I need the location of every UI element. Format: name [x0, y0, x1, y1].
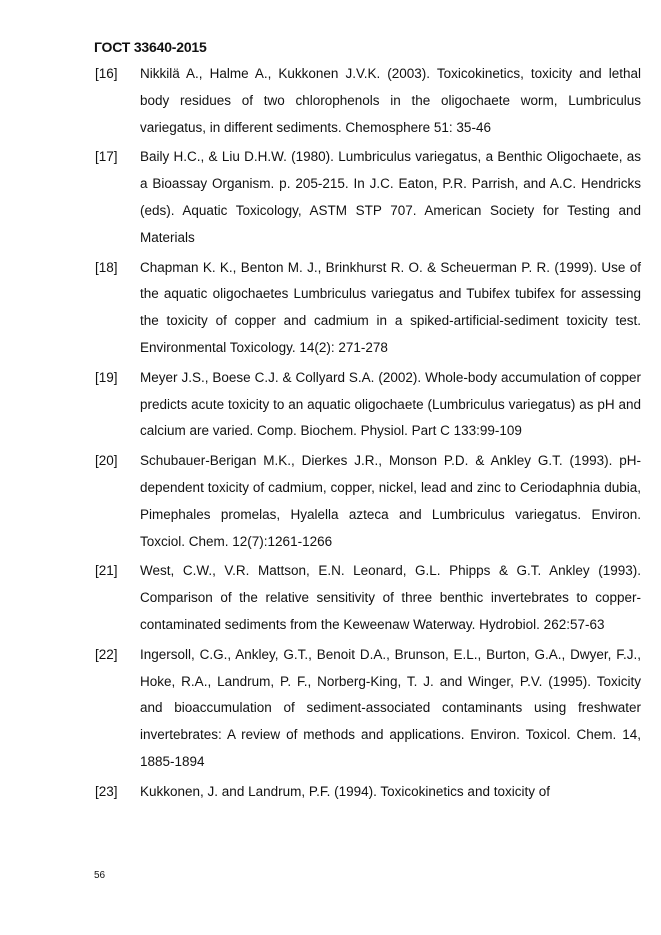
reference-number: [17] [95, 149, 118, 165]
reference-number: [20] [95, 453, 118, 469]
reference-number: [22] [95, 646, 118, 662]
reference-number: [19] [95, 369, 118, 385]
reference-item [95, 558, 641, 638]
reference-number: [23] [95, 783, 118, 799]
reference-item [95, 365, 641, 445]
reference-text: Chapman K. K., Benton M. J., Brinkhurst R. O. & Scheuerman P. R. (1999). Use of the aquatic oligochaetes Lumbriculus variegatus and Tubifex tubifex for assessing the toxicity of copper and cadmium in a spiked-artificial-sediment toxicity test. Environmental Toxicology. 14(2): 271-278 [140, 259, 641, 355]
document-header: ГОСТ 33640-2015 [94, 39, 207, 55]
reference-item [95, 642, 641, 776]
reference-text: Nikkilä A., Halme A., Kukkonen J.V.K. (2003). Toxicokinetics, toxicity and lethal body residues of two chlorophenols in the oligochaete worm, Lumbriculus variegatus, in different sediments. Chemosphere 51: 35-46 [140, 66, 641, 135]
reference-number: [16] [95, 66, 118, 81]
reference-text: Ingersoll, C.G., Ankley, G.T., Benoit D.A., Brunson, E.L., Burton, G.A., Dwyer, F.J., Hoke, R.A., Landrum, P. F., Norberg-King, T. J. and Winger, P.V. (1995). Toxicity and bioaccumulation of sediment-associated contaminants using freshwater invertebrates: A review of methods and applications. Environ. Toxicol. Chem. 14, 1885-1894 [140, 646, 641, 769]
reference-item [95, 144, 641, 251]
reference-list [95, 61, 641, 809]
reference-text: Meyer J.S., Boese C.J. & Collyard S.A. (2002). Whole-body accumulation of copper predicts acute toxicity to an aquatic oligochaete (Lumbriculus variegatus) as pH and calcium are varied. Comp. Biochem. Physiol. Part C 133:99-109 [140, 369, 641, 439]
reference-text: Kukkonen, J. and Landrum, P.F. (1994). Toxicokinetics and toxicity of [140, 783, 550, 799]
reference-item [95, 779, 641, 806]
reference-item [95, 448, 641, 555]
page-number: 56 [94, 870, 106, 881]
reference-number: [18] [95, 259, 118, 275]
reference-item [95, 255, 641, 362]
reference-text: Baily H.C., & Liu D.H.W. (1980). Lumbriculus variegatus, a Benthic Oligochaete, as a Bioassay Organism. p. 205-215. In J.C. Eaton, P.R. Parrish, and A.C. Hendricks (eds). Aquatic Toxicology, ASTM STP 707. American Society for Testing and Materials [140, 149, 641, 245]
reference-text: West, C.W., V.R. Mattson, E.N. Leonard, G.L. Phipps & G.T. Ankley (1993). Comparison of the relative sensitivity of three benthic invertebrates to copper-contaminated sediments from the Keweenaw Waterway. Hydrobiol. 262:57-63 [140, 563, 641, 632]
reference-text: Schubauer-Berigan M.K., Dierkes J.R., Monson P.D. & Ankley G.T. (1993). pH-dependent toxicity of cadmium, copper, nickel, lead and zinc to Ceriodaphnia dubia, Pimephales promelas, Hyalella azteca and Lumbriculus variegatus. Environ. Toxciol. Chem. 12(7):1261-1266 [140, 453, 641, 549]
reference-number: [21] [95, 563, 118, 579]
reference-item [95, 61, 641, 141]
